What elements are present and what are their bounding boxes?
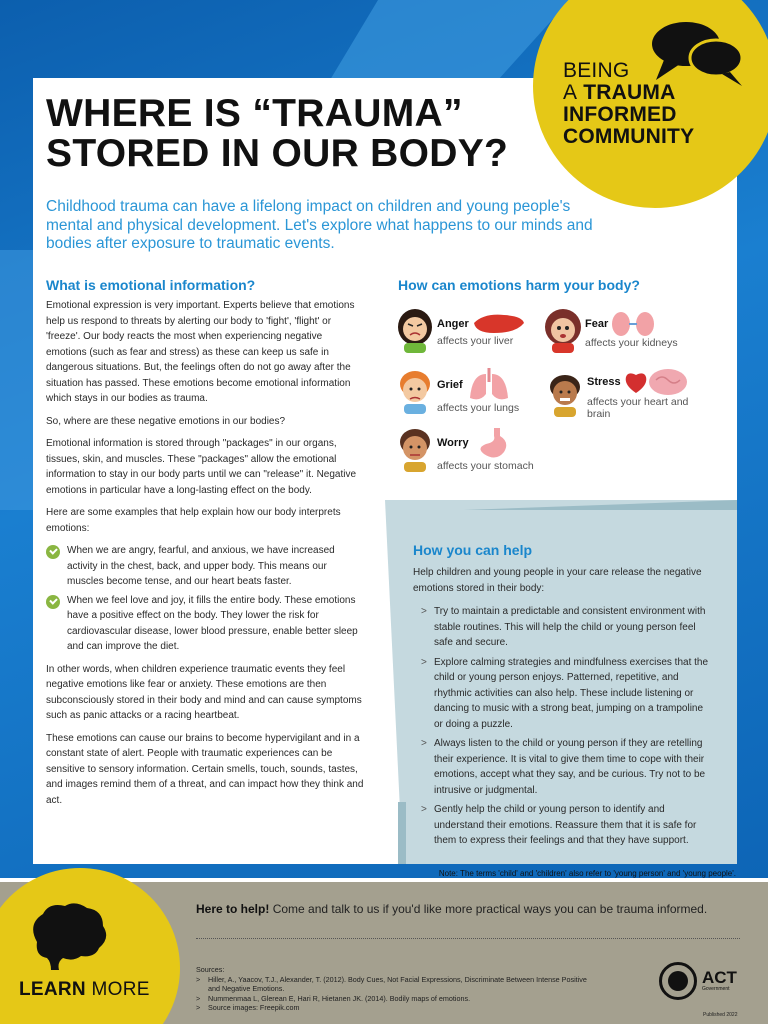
left-column — [46, 298, 364, 815]
badge-being: BEING — [563, 59, 630, 82]
check-item-text: When we feel love and joy, it fills the entire body. These emotions have a positive effect on the body. They lower the risk for cardiovascular disease, lower blood pressure, enable better sleep and can improve the diet. — [67, 594, 358, 652]
help-panel-accent — [398, 802, 406, 864]
act-government-logo — [659, 962, 737, 1000]
act-seal-icon — [659, 962, 697, 1000]
emotion-name: Fear — [585, 317, 609, 330]
emotion-label — [587, 368, 707, 420]
badge-a: A — [563, 81, 578, 104]
learn-more-label — [19, 979, 150, 1001]
emotion-grief — [396, 368, 519, 414]
brain-organ-icon — [648, 368, 688, 396]
paragraph: In other words, when children experience traumatic events they feel negative emotions like fear or anxiety. These emotions are then subconsciously stored in their body and mind and can cause symptoms such as panic attacks or a racing heartbeat. — [46, 663, 362, 721]
learn-bold: LEARN — [19, 979, 86, 1000]
help-list-item: > Always listen to the child or young person if they are retelling their experience. It is vital to give them time to cope with their emotions, accept what they say, and be curious. Try not to be intrusive or judgmental. — [413, 736, 713, 798]
emotion-effect: affects your kidneys — [585, 337, 678, 349]
section-heading-help: How you can help — [413, 542, 533, 558]
sources — [196, 965, 596, 1013]
brain-icon — [27, 902, 109, 974]
lungs-icon — [466, 368, 512, 402]
source-item: > Source images: Freepik.com — [196, 1003, 596, 1013]
emotion-effect: affects your heart and brain — [587, 396, 689, 420]
section-heading-emotional-info: What is emotional information? — [46, 277, 256, 293]
here-to-help — [196, 902, 707, 916]
paragraph: So, where are these negative emotions in our bodies? — [46, 415, 286, 427]
page-title: WHERE IS “TRAUMA” STORED IN OUR BODY? — [46, 92, 509, 175]
sad-child-icon — [396, 368, 434, 414]
learn-rest: MORE — [91, 979, 150, 1000]
sources-label: Sources: — [196, 965, 225, 974]
liver-icon — [472, 313, 526, 335]
paragraph: Here are some examples that help explain how our body interprets emotions: — [46, 507, 341, 534]
act-wordmark — [702, 970, 737, 992]
stressed-child-icon — [546, 371, 584, 417]
help-list — [413, 604, 713, 849]
emotion-anger — [396, 307, 526, 353]
published-date: Published 2022 — [703, 1012, 738, 1018]
kidneys-icon — [611, 311, 655, 337]
act-name: ACT — [702, 968, 737, 987]
emotion-name: Anger — [437, 317, 469, 330]
stomach-icon — [472, 426, 512, 460]
emotion-stress — [546, 368, 707, 420]
emotion-name: Grief — [437, 378, 463, 391]
emotion-worry — [396, 426, 534, 472]
badge-community: COMMUNITY — [563, 125, 695, 148]
emotion-label — [437, 313, 526, 347]
emotion-effect: affects your liver — [437, 335, 514, 347]
source-item: > Nummenmaa L, Glerean E, Hari R, Hietanen JK. (2014). Bodily maps of emotions. — [196, 994, 596, 1004]
badge-trauma: TRAUMA — [583, 81, 676, 104]
intro-text: Childhood trauma can have a lifelong impact on children and young people's mental and physical development. Let's explore what happens to our minds and bodies after exposure to traumatic events. — [46, 198, 593, 252]
help-list-item: > Try to maintain a predictable and consistent environment with stable routines. This will help the child or young person feel safe and secure. — [413, 604, 713, 651]
emotion-label — [437, 368, 519, 414]
section-heading-emotions: How can emotions harm your body? — [398, 277, 640, 293]
source-item: > Hiller, A., Yaacov, T.J., Alexander, T. (2012). Body Cues, Not Facial Expressions, Discriminate Between Intense Positive and Negative Emotions. — [196, 975, 596, 994]
badge-text — [563, 60, 694, 148]
angry-child-icon — [396, 307, 434, 353]
paragraph: Emotional information is stored through "packages" in our organs, tissues, skin, and muscles. These "packages" allow the emotional information to stay in our body parts until we can "release" it. Negative emotions in particular have a long-lasting effect on the body. — [46, 438, 357, 496]
act-subtitle: Government — [702, 986, 730, 992]
scared-child-icon — [544, 307, 582, 353]
here-text: Come and talk to us if you'd like more practical ways you can be trauma informed. — [272, 902, 708, 916]
check-item — [46, 593, 364, 655]
help-body — [413, 565, 713, 853]
emotion-label — [437, 426, 534, 472]
help-list-item: > Gently help the child or young person to identify and understand their emotions. Reassure them that it is safe for them to express their feelings and that they have support. — [413, 802, 713, 849]
emotion-effect: affects your stomach — [437, 460, 534, 472]
here-bold: Here to help! — [196, 902, 270, 916]
check-item — [46, 543, 364, 590]
emotion-effect: affects your lungs — [437, 402, 520, 414]
dotted-divider — [196, 938, 740, 939]
paragraph: Emotional expression is very important. Experts believe that emotions help us respond to threats by alerting our body to 'fight', 'flight' or 'freeze'. Our body reacts the most when experiencing negative emotions (such as fear and stress) as these can keep us safe in dangerous situations. But, the feelings often do not go away after the situation has passed. These emotions become emotional information which stays in our bodies as trauma. — [46, 300, 355, 404]
check-item-text: When we are angry, fearful, and anxious, we have increased activity in the chest, back, and upper body. This means our muscles become tense, and our heart beats faster. — [67, 545, 335, 587]
paragraph: These emotions can cause our brains to become hypervigilant and in a constant state of alert. People with traumatic experiences can be sensitive to sensory information. Certain smells, touch, sounds, tastes, and images remind them of a threat, and can impact how they think and act. — [46, 732, 364, 806]
emotion-fear — [544, 307, 678, 353]
emotion-name: Worry — [437, 436, 469, 449]
terms-note: Note: The terms 'child' and 'children' also refer to 'young person' and 'young people'. — [438, 869, 736, 878]
help-list-item: > Explore calming strategies and mindfulness exercises that the child or young person enjoys. Patterned, repetitive, and rhythmic activities can also help. These include listening or dancing to music with a strong beat, jumping on a trampoline or doing a puzzle. — [413, 655, 713, 733]
check-icon — [46, 595, 60, 609]
check-icon — [46, 545, 60, 559]
worried-child-icon — [396, 426, 434, 472]
emotion-label — [585, 311, 678, 349]
badge-informed: INFORMED — [563, 103, 677, 126]
heart-icon — [624, 369, 648, 395]
help-intro: Help children and young people in your care release the negative emotions stored in their body: — [413, 567, 702, 594]
emotion-name: Stress — [587, 375, 621, 388]
